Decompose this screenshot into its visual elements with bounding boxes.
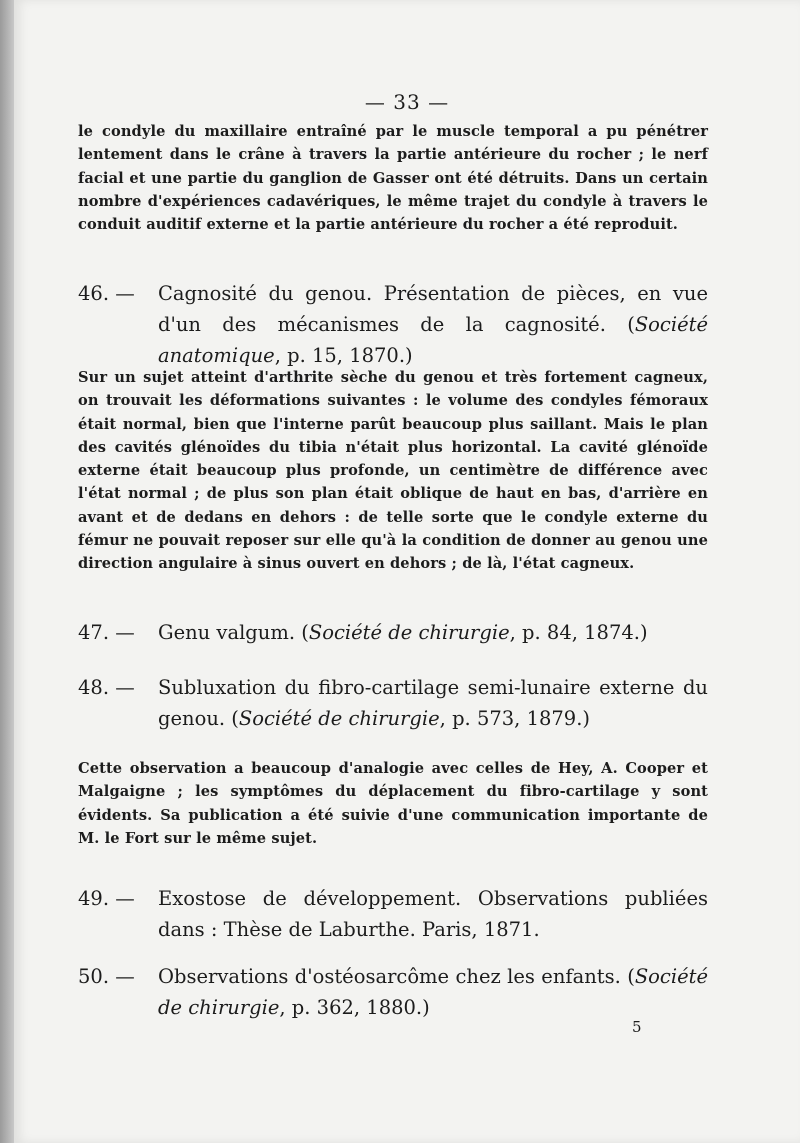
entry-reference: , p. 84, 1874.) [509, 621, 648, 644]
entry-number: 50. — [78, 965, 135, 988]
entry-48 [78, 672, 708, 734]
note-entry-46 [78, 366, 708, 576]
entry-number: 47. — [78, 621, 135, 644]
entry-number: 46. — [78, 282, 135, 305]
entry-50 [78, 961, 708, 1023]
entry-source: Société de chirurgie [308, 621, 510, 644]
note-48-text: Cette observation a beaucoup d'analogie avec celles de Hey, A. Cooper et Malgaigne ; les symptômes du déplacement du fibro-cartilage y sont évidents. Sa publication a été suivie d'une communication importante de M. le Fort sur le même sujet. [78, 760, 708, 847]
entry-reference: , p. 15, 1870.) [274, 344, 413, 367]
entry-number: 48. — [78, 676, 135, 699]
entry-title: Observations d'ostéosarcôme chez les enfants. ( [158, 965, 635, 988]
entry-number: 49. — [78, 887, 135, 910]
entry-source: Société de chirurgie [238, 707, 440, 730]
page-number: — 33 — [364, 90, 450, 114]
signature-mark: 5 [632, 1018, 642, 1036]
entry-title: Cagnosité du genou. Présentation de pièces, en vue d'un des mécanismes de la cagnosité. ( [158, 282, 708, 336]
entry-reference: , p. 573, 1879.) [439, 707, 590, 730]
entry-title: Subluxation du fibro-cartilage semi-lunaire externe du genou. ( [158, 676, 708, 730]
note-46-text: Sur un sujet atteint d'arthrite sèche du genou et très fortement cagneux, on trouvait les déformations suivantes : le volume des condyles fémoraux était normal, bien que l'interne parût beaucoup plus saillant. Mais le plan des cavités glénoïdes du tibia n'était plus horizontal. La cavité glénoïde externe était beaucoup plus profonde, un centimètre de différence avec l'état normal ; de plus son plan était oblique de haut en bas, d'arrière en avant et de dedans en dehors : de telle sorte que le condyle externe du fémur ne pouvait reposer sur elle qu'à la condition de donner au genou une direction angulaire à sinus ouvert en dehors ; de là, l'état cagneux. [78, 369, 708, 573]
entry-source: Société de chirurgie [158, 965, 708, 1019]
entry-reference: , p. 362, 1880.) [279, 996, 430, 1019]
entry-title: Genu valgum. ( [158, 621, 309, 644]
entry-title: Exostose de développement. Observations publiées dans : Thèse de Laburthe. Paris, 1871. [158, 887, 708, 941]
book-page [14, 0, 800, 1143]
note-entry-48 [78, 757, 708, 850]
entry-47 [78, 617, 708, 648]
page-gutter-shadow [0, 0, 14, 1143]
intro-paragraph [78, 120, 708, 236]
entry-46 [78, 278, 708, 371]
intro-paragraph-text: le condyle du maxillaire entraîné par le muscle temporal a pu pénétrer lentement dans le crâne à travers la partie antérieure du rocher ; le nerf facial et une partie du ganglion de Gasser ont été détruits. Dans un certain nombre d'expériences cadavériques, le même trajet du condyle à travers le conduit auditif externe et la partie antérieure du rocher a été reproduit. [78, 123, 708, 234]
entry-source: Société anatomique [158, 313, 708, 367]
entry-49 [78, 883, 708, 945]
